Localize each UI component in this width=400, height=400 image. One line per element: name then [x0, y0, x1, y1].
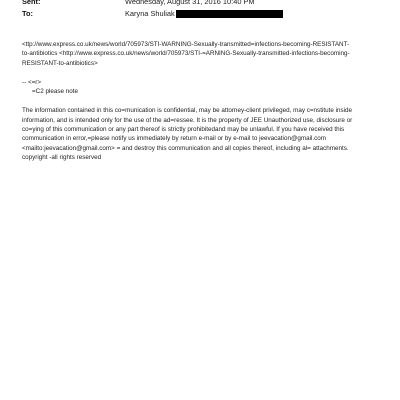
links-paragraph: <ttp://www.express.co.uk/news/world/705973/STI-WARNING-Sexually-transmitted=infections-becoming-RESISTANT- to-antibiotics <http://www.express.co.uk/news/world/705973/STI-=ARNING-Sexually-transmitted-infections-becoming- RESISTANT-to-antibiotics> — [22, 41, 350, 67]
to-value — [125, 8, 283, 20]
recipient-name: Karyna Shuliak — [125, 9, 175, 18]
email-header — [22, 0, 382, 20]
sent-row — [22, 0, 382, 8]
to-row — [22, 8, 382, 20]
to-label: To: — [22, 9, 33, 18]
redaction-bar — [176, 10, 283, 18]
disclaimer-paragraph: The information contained in this co=munication is confidential, may be attorney-client privileged, may c=nstitute inside information, and is intended only for the use of the ad=ressee. It is the property of JEE Unauthorized use, disclosure or co=ying of this communication or any part thereof is strictly prohibitedand may be unlawful. If you have received this communication in error,=please notify us immediately by return e-mail or by e-mail to jeevacation@gmail.com <mailto:jeevacation@gmail.com> = and destroy this communication and all copies thereof, including al= attachments. copyright -all rights reserved — [22, 107, 353, 161]
sent-label: Sent: — [22, 0, 41, 6]
sent-value: Wednesday, August 31, 2016 10:40 PM — [125, 0, 255, 6]
signature-note: =C2 please note — [32, 88, 79, 96]
spacer — [22, 96, 384, 106]
email-body — [22, 40, 384, 162]
spacer — [22, 68, 384, 78]
signature-separator: -- <=r> — [22, 78, 42, 86]
